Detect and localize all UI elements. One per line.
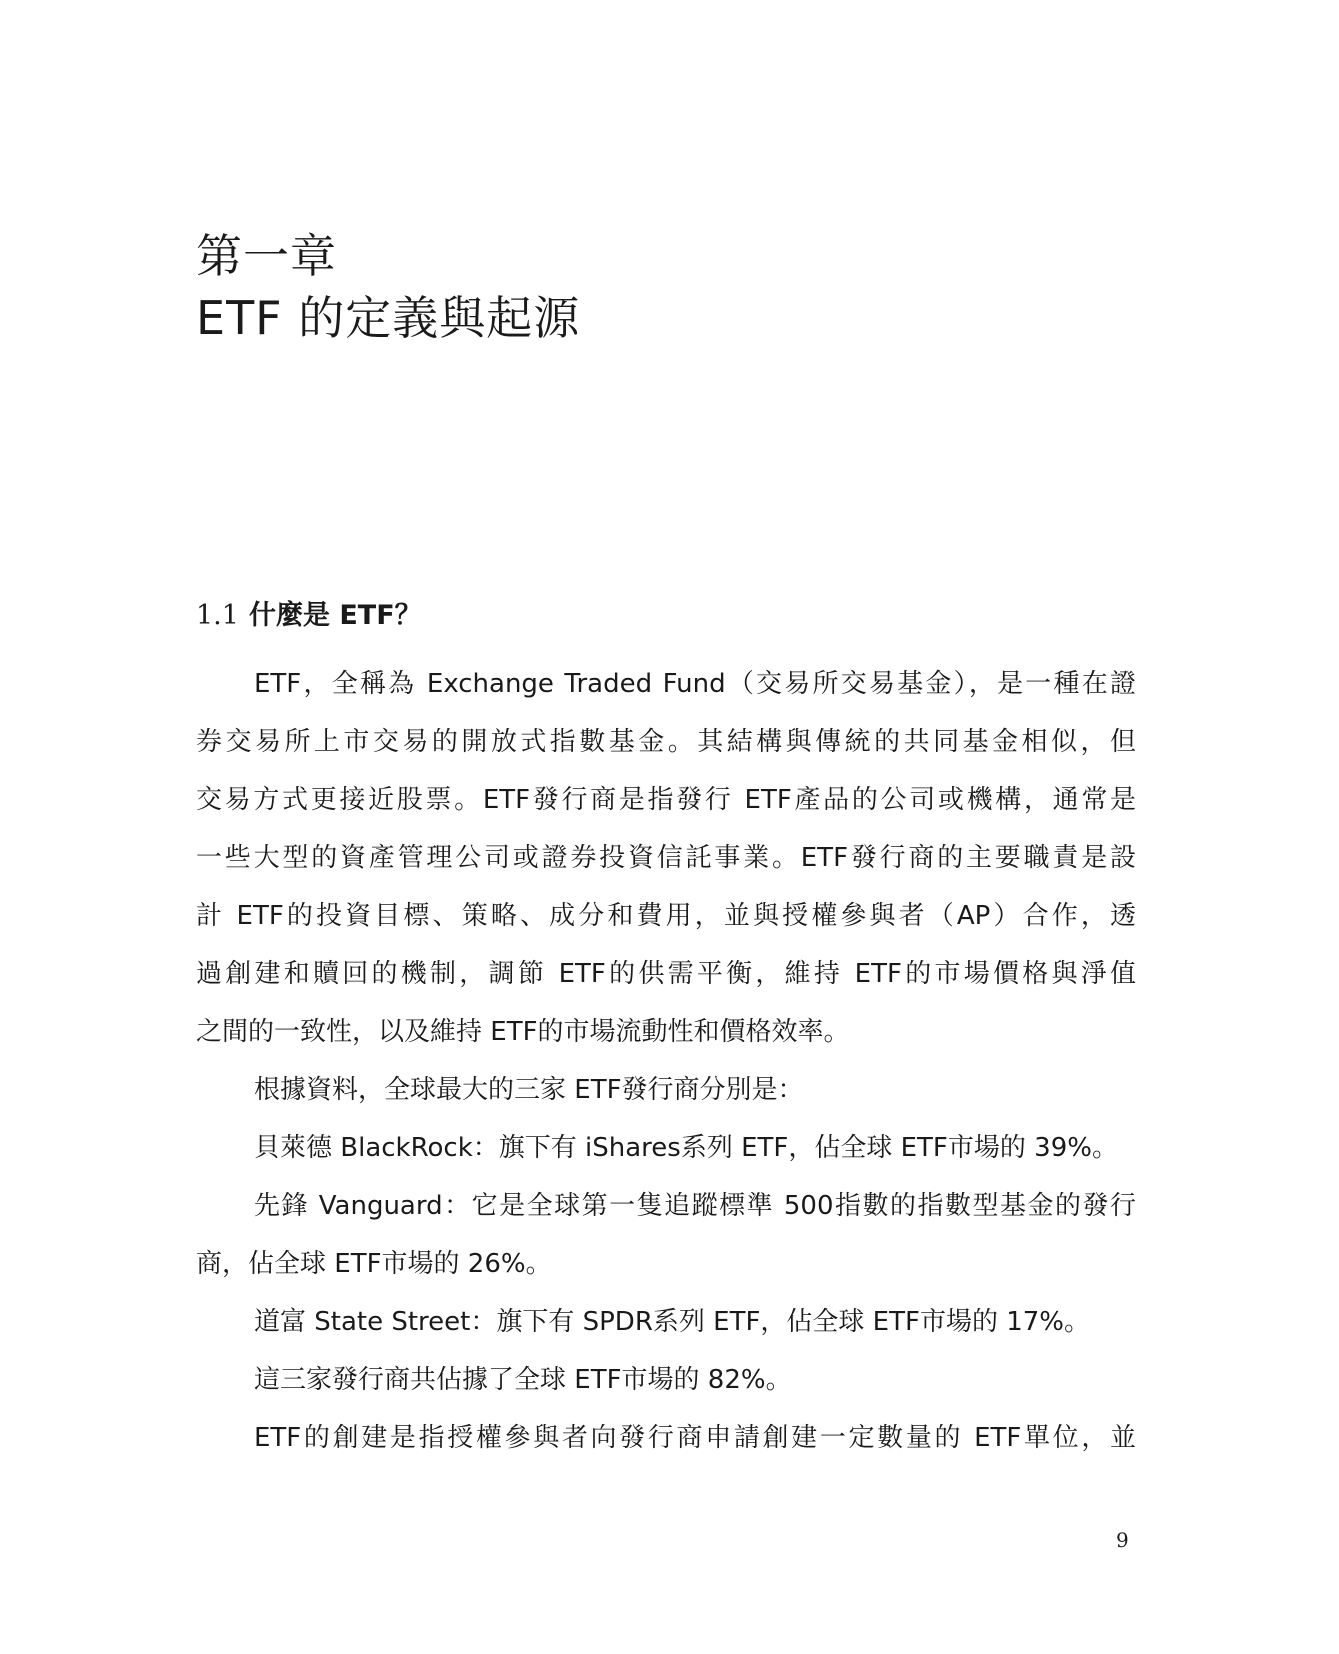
paragraph-line: 道富 State Street：旗下有 SPDR系列 ETF，佔全球 ETF市場的 17%。	[254, 1307, 1090, 1337]
paragraph-line: ETF，全稱為 Exchange Traded Fund（交易所交易基金），是一種在證	[254, 669, 1136, 699]
paragraph-line: 先鋒 Vanguard：它是全球第一隻追蹤標準 500指數的指數型基金的發行	[254, 1191, 1136, 1221]
paragraph-line: 交易方式更接近股票。ETF發行商是指發行 ETF產品的公司或機構，通常是	[196, 785, 1136, 815]
paragraph-line: 之間的一致性，以及維持 ETF的市場流動性和價格效率。	[196, 1017, 850, 1047]
paragraph-line: 貝萊德 BlackRock：旗下有 iShares系列 ETF，佔全球 ETF市場的 39%。	[254, 1133, 1118, 1163]
paragraph-line: 商，佔全球 ETF市場的 26%。	[196, 1249, 552, 1279]
section-number: 1.1	[196, 600, 239, 631]
section-title: 什麼是 ETF？	[248, 600, 422, 631]
paragraph-line: 根據資料，全球最大的三家 ETF發行商分別是：	[254, 1075, 804, 1105]
page-number: 9	[1116, 1528, 1129, 1552]
paragraph-line: 計 ETF的投資目標、策略、成分和費用，並與授權參與者（AP）合作，透	[196, 901, 1136, 931]
paragraph-line: 過創建和贖回的機制，調節 ETF的供需平衡，維持 ETF的市場價格與淨值	[196, 959, 1136, 989]
section-heading	[196, 596, 422, 636]
paragraph-line: 一些大型的資產管理公司或證券投資信託事業。ETF發行商的主要職責是設	[196, 843, 1136, 873]
chapter-title: ETF 的定義與起源	[196, 291, 581, 345]
paragraph-line: 券交易所上市交易的開放式指數基金。其結構與傳統的共同基金相似，但	[196, 727, 1136, 757]
paragraph-line: 這三家發行商共佔據了全球 ETF市場的 82%。	[254, 1365, 792, 1395]
paragraph-line: ETF的創建是指授權參與者向發行商申請創建一定數量的 ETF單位，並	[254, 1423, 1136, 1453]
chapter-label: 第一章	[196, 229, 337, 283]
